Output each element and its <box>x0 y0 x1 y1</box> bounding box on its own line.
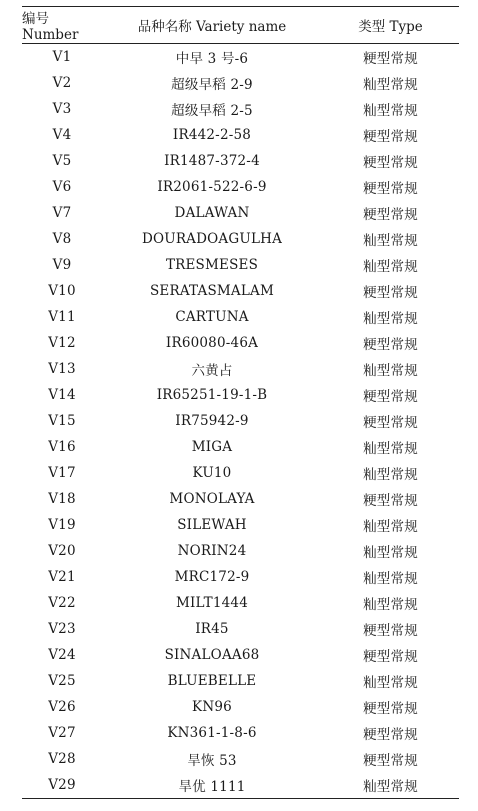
cell-number: V18 <box>48 491 76 507</box>
cell-number: V12 <box>48 335 76 351</box>
cell-number: V5 <box>52 153 72 169</box>
table-row <box>22 408 459 434</box>
table-row <box>22 720 459 746</box>
table-row <box>22 616 459 642</box>
cell-type: 籼型常规 <box>363 363 418 379</box>
cell-number: V4 <box>52 127 72 143</box>
cell-variety-name: KU10 <box>192 465 232 481</box>
cell-number: V25 <box>48 673 76 689</box>
cell-number: V16 <box>48 439 76 455</box>
cell-number: V17 <box>48 465 76 481</box>
cell-variety-name: MONOLAYA <box>169 491 255 507</box>
variety-table-container <box>22 6 459 799</box>
cell-variety-name: SILEWAH <box>177 517 247 533</box>
cell-variety-name: KN361-1-8-6 <box>167 725 257 741</box>
table-row <box>22 746 459 772</box>
cell-number: V15 <box>48 413 76 429</box>
table-row <box>22 564 459 590</box>
cell-type: 粳型常规 <box>363 207 418 223</box>
cell-variety-name: IR60080-46A <box>165 335 259 351</box>
cell-variety-name: IR75942-9 <box>175 413 249 429</box>
cell-number: V19 <box>48 517 76 533</box>
variety-table <box>22 6 459 799</box>
cell-number: V13 <box>48 361 76 377</box>
table-row <box>22 304 459 330</box>
table-row <box>22 772 459 799</box>
cell-type: 粳型常规 <box>363 389 418 405</box>
cell-type: 粳型常规 <box>363 285 418 301</box>
header-number: 编号 Number <box>22 11 79 43</box>
table-row <box>22 486 459 512</box>
table-row <box>22 590 459 616</box>
cell-variety-name: 超级早稻 2-5 <box>171 103 253 119</box>
cell-type: 籼型常规 <box>363 779 418 795</box>
cell-number: V22 <box>48 595 76 611</box>
cell-variety-name: 超级早稻 2-9 <box>171 77 253 93</box>
cell-number: V23 <box>48 621 76 637</box>
cell-type: 粳型常规 <box>363 415 418 431</box>
table-row <box>22 460 459 486</box>
table-row <box>22 356 459 382</box>
cell-variety-name: 旱优 1111 <box>178 779 246 795</box>
cell-type: 粳型常规 <box>363 129 418 145</box>
cell-variety-name: SERATASMALAM <box>149 283 275 299</box>
cell-number: V26 <box>48 699 76 715</box>
cell-variety-name: DALAWAN <box>174 205 250 221</box>
header-type: 类型 Type <box>358 19 423 35</box>
cell-type: 籼型常规 <box>363 441 418 457</box>
cell-variety-name: IR45 <box>195 621 229 637</box>
cell-variety-name: MILT1444 <box>176 595 248 611</box>
table-row <box>22 382 459 408</box>
cell-type: 粳型常规 <box>363 51 418 67</box>
table-row <box>22 96 459 122</box>
cell-variety-name: CARTUNA <box>175 309 249 325</box>
cell-number: V3 <box>52 101 72 117</box>
cell-variety-name: KN96 <box>192 699 232 715</box>
cell-type: 籼型常规 <box>363 545 418 561</box>
cell-variety-name: DOURADOAGULHA <box>141 231 283 247</box>
cell-type: 粳型常规 <box>363 181 418 197</box>
cell-variety-name: BLUEBELLE <box>167 673 257 689</box>
cell-number: V27 <box>48 725 76 741</box>
table-row <box>22 226 459 252</box>
table-body <box>22 44 459 799</box>
cell-number: V14 <box>48 387 76 403</box>
cell-number: V1 <box>52 49 72 65</box>
cell-variety-name: 旱恢 53 <box>187 753 237 769</box>
cell-number: V20 <box>48 543 76 559</box>
table-row <box>22 252 459 278</box>
cell-variety-name: NORIN24 <box>177 543 247 559</box>
cell-variety-name: IR65251-19-1-B <box>156 387 268 403</box>
cell-number: V2 <box>52 75 72 91</box>
cell-number: V9 <box>52 257 72 273</box>
table-row <box>22 668 459 694</box>
cell-variety-name: MRC172-9 <box>174 569 250 585</box>
cell-variety-name: IR1487-372-4 <box>164 153 260 169</box>
cell-type: 籼型常规 <box>363 77 418 93</box>
cell-number: V6 <box>52 179 72 195</box>
cell-type: 粳型常规 <box>363 753 418 769</box>
cell-variety-name: IR2061-522-6-9 <box>157 179 267 195</box>
cell-number: V21 <box>48 569 76 585</box>
cell-variety-name: 中早 3 号-6 <box>175 51 249 67</box>
cell-number: V29 <box>48 777 76 793</box>
table-row <box>22 70 459 96</box>
cell-type: 粳型常规 <box>363 623 418 639</box>
table-row <box>22 330 459 356</box>
table-row <box>22 278 459 304</box>
table-row <box>22 512 459 538</box>
header-variety-name: 品种名称 Variety name <box>137 19 287 35</box>
cell-variety-name: MIGA <box>191 439 233 455</box>
cell-variety-name: 六黄占 <box>191 363 233 379</box>
cell-type: 籼型常规 <box>363 233 418 249</box>
cell-type: 粳型常规 <box>363 727 418 743</box>
table-row <box>22 174 459 200</box>
cell-variety-name: IR442-2-58 <box>172 127 252 143</box>
table-header <box>22 7 459 44</box>
cell-type: 籼型常规 <box>363 259 418 275</box>
table-row <box>22 44 459 71</box>
cell-type: 籼型常规 <box>363 103 418 119</box>
table-row <box>22 200 459 226</box>
cell-type: 粳型常规 <box>363 493 418 509</box>
cell-type: 粳型常规 <box>363 649 418 665</box>
cell-type: 粳型常规 <box>363 701 418 717</box>
cell-type: 籼型常规 <box>363 675 418 691</box>
table-row <box>22 694 459 720</box>
cell-type: 籼型常规 <box>363 311 418 327</box>
cell-type: 籼型常规 <box>363 467 418 483</box>
cell-type: 粳型常规 <box>363 155 418 171</box>
cell-number: V7 <box>52 205 72 221</box>
cell-number: V10 <box>48 283 76 299</box>
cell-type: 籼型常规 <box>363 597 418 613</box>
cell-type: 籼型常规 <box>363 571 418 587</box>
table-row <box>22 148 459 174</box>
table-row <box>22 122 459 148</box>
cell-variety-name: SINALOAA68 <box>164 647 260 663</box>
cell-type: 粳型常规 <box>363 337 418 353</box>
cell-number: V28 <box>48 751 76 767</box>
table-row <box>22 642 459 668</box>
cell-number: V11 <box>48 309 76 325</box>
table-row <box>22 538 459 564</box>
cell-number: V24 <box>48 647 76 663</box>
header-row <box>22 7 459 44</box>
cell-number: V8 <box>52 231 72 247</box>
cell-variety-name: TRESMESES <box>165 257 259 273</box>
table-row <box>22 434 459 460</box>
cell-type: 籼型常规 <box>363 519 418 535</box>
